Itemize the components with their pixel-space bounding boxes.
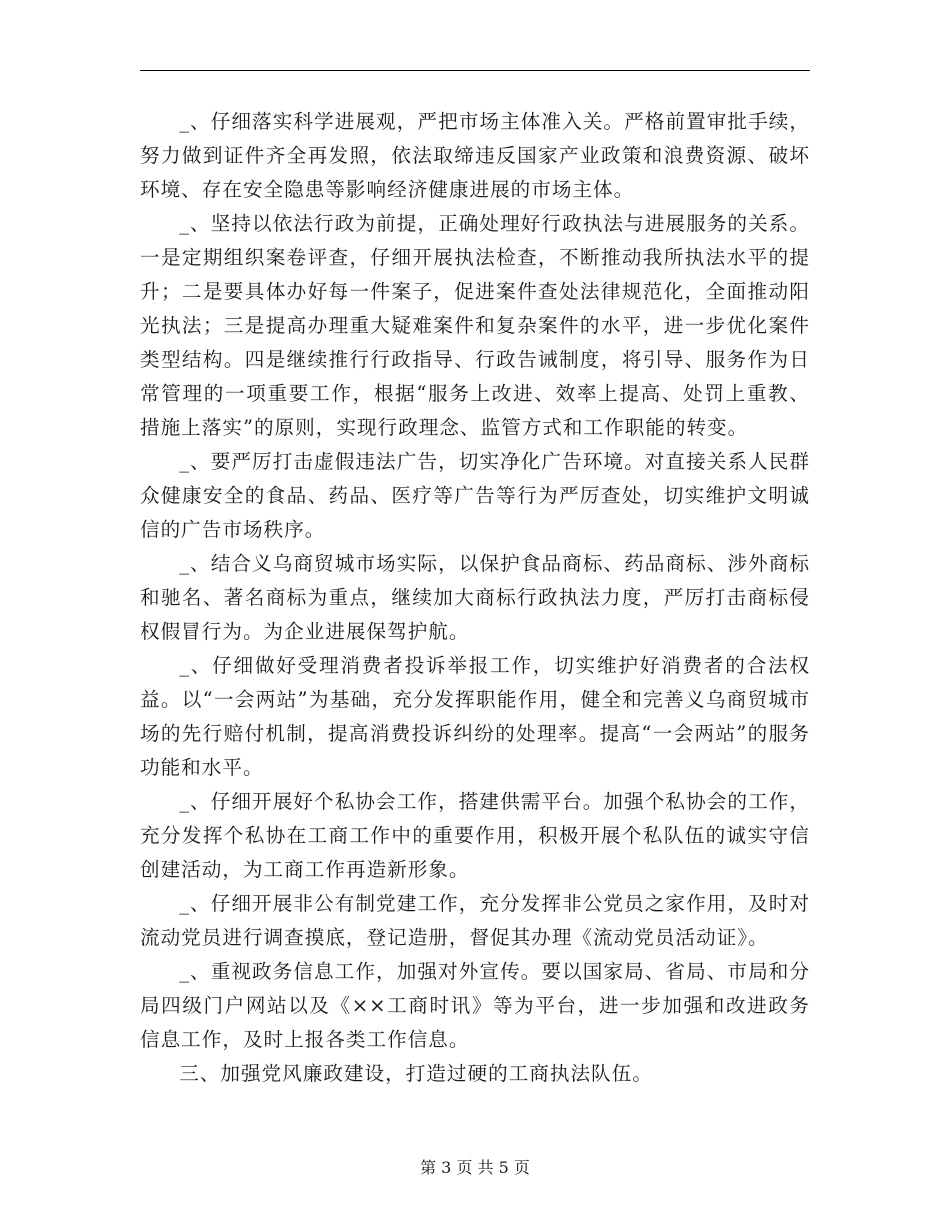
paragraph: _、仔细开展非公有制党建工作，充分发挥非公党员之家作用，及时对流动党员进行调查摸底，登记造册，督促其办理《流动党员活动证》。 xyxy=(140,892,810,949)
page-number-footer: 第 3 页 共 5 页 xyxy=(420,1158,530,1177)
paragraph: _、重视政务信息工作，加强对外宣传。要以国家局、省局、市局和分局四级门户网站以及《××工商时讯》等为平台，进一步加强和改进政务信息工作，及时上报各类工作信息。 xyxy=(140,960,810,1051)
paragraph: _、仔细落实科学进展观，严把市场主体准入关。严格前置审批手续，努力做到证件齐全再发照，依法取缔违反国家产业政策和浪费资源、破坏环境、存在安全隐患等影响经济健康进展的市场主体。 xyxy=(140,110,810,201)
paragraph: _、仔细开展好个私协会工作，搭建供需平台。加强个私协会的工作，充分发挥个私协在工商工作中的重要作用，积极开展个私队伍的诚实守信创建活动，为工商工作再造新形象。 xyxy=(140,790,810,881)
document-body xyxy=(140,105,810,1091)
paragraph: _、要严厉打击虚假违法广告，切实净化广告环境。对直接关系人民群众健康安全的食品、药品、医疗等广告等行为严厉查处，切实维护文明诚信的广告市场秩序。 xyxy=(140,450,810,541)
header-rule xyxy=(140,70,810,71)
paragraph: _、结合义乌商贸城市场实际，以保护食品商标、药品商标、涉外商标和驰名、著名商标为重点，继续加大商标行政执法力度，严厉打击商标侵权假冒行为。为企业进展保驾护航。 xyxy=(140,552,810,643)
paragraph: _、坚持以依法行政为前提，正确处理好行政执法与进展服务的关系。一是定期组织案卷评查，仔细开展执法检查，不断推动我所执法水平的提升；二是要具体办好每一件案子，促进案件查处法律规范化，全面推动阳光执法；三是提高办理重大疑难案件和复杂案件的水平，进一步优化案件类型结构。四是继续推行行政指导、行政告诫制度，将引导、服务作为日常管理的一项重要工作，根据“服务上改进、效率上提高、处罚上重教、措施上落实”的原则，实现行政理念、监管方式和工作职能的转变。 xyxy=(140,212,810,439)
section-heading: 三、加强党风廉政建设，打造过硬的工商执法队伍。 xyxy=(179,1062,653,1085)
paragraph: _、仔细做好受理消费者投诉举报工作，切实维护好消费者的合法权益。以“一会两站”为基础，充分发挥职能作用，健全和完善义乌商贸城市场的先行赔付机制，提高消费投诉纠纷的处理率。提高“一会两站”的服务功能和水平。 xyxy=(140,654,810,779)
